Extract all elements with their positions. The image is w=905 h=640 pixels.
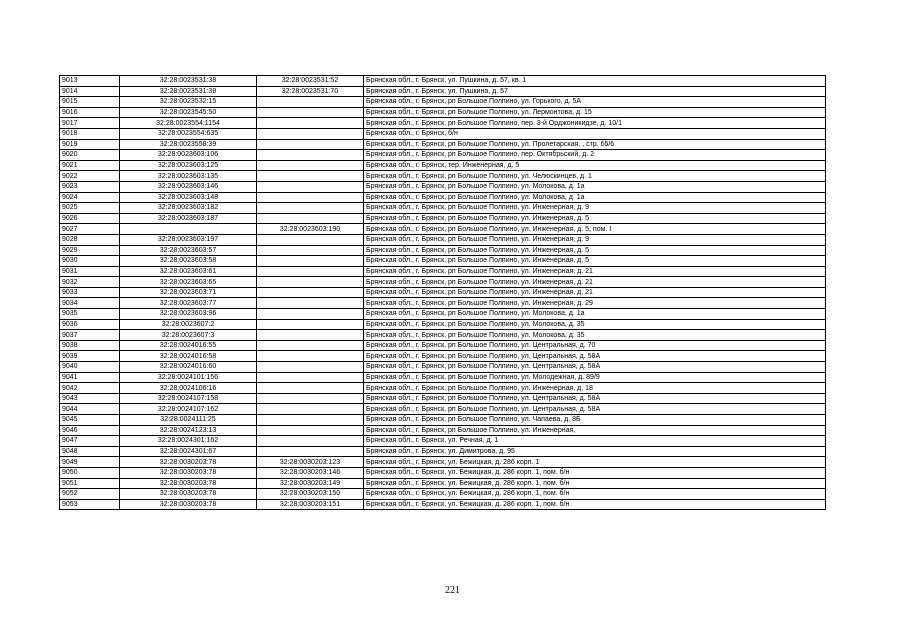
table-row xyxy=(60,86,826,97)
land-cadastral-number-cell: 32:28:0023532:15 xyxy=(120,97,257,108)
object-cadastral-number-cell xyxy=(257,160,364,171)
object-cadastral-number-cell xyxy=(257,139,364,150)
land-cadastral-number-cell: 32:28:0023603:148 xyxy=(120,192,257,203)
object-cadastral-number-cell xyxy=(257,436,364,447)
land-cadastral-number-cell: 32:28:0024106:16 xyxy=(120,383,257,394)
address-cell: Брянская обл., г. Брянск, рп Большое Полпино, пер. Октябрьский, д. 2 xyxy=(364,150,826,161)
record-number-cell: 9013 xyxy=(60,76,120,87)
object-cadastral-number-cell xyxy=(257,425,364,436)
address-cell: Брянская обл., г. Брянск, рп Большое Полпино, ул. Пролетарская, , стр. 65/6 xyxy=(364,139,826,150)
registry-table-body xyxy=(60,76,826,510)
table-row xyxy=(60,118,826,129)
record-number-cell: 9028 xyxy=(60,234,120,245)
address-cell: Брянская обл., г. Брянск, рп Большое Полпино, ул. Инженерная, д. 5 xyxy=(364,213,826,224)
address-cell: Брянская обл., г. Брянск, рп Большое Полпино, ул. Центральная, д. 58А xyxy=(364,362,826,373)
table-row xyxy=(60,446,826,457)
table-row xyxy=(60,330,826,341)
object-cadastral-number-cell xyxy=(257,372,364,383)
address-cell: Брянская обл., г. Брянск, рп Большое Полпино, ул. Инженерная, д. 9 xyxy=(364,203,826,214)
address-cell: Брянская обл., г. Брянск, рп Большое Полпино, ул. Центральная, д. 58А xyxy=(364,351,826,362)
record-number-cell: 9046 xyxy=(60,425,120,436)
table-row xyxy=(60,309,826,320)
address-cell: Брянская обл., г. Брянск, рп Большое Полпино, ул. Инженерная, д. 9 xyxy=(364,234,826,245)
table-row xyxy=(60,478,826,489)
land-cadastral-number-cell: 32:28:0024107:158 xyxy=(120,393,257,404)
address-cell: Брянская обл., г. Брянск, рп Большое Полпино, ул. Инженерная, д. 21 xyxy=(364,287,826,298)
record-number-cell: 9023 xyxy=(60,181,120,192)
object-cadastral-number-cell xyxy=(257,128,364,139)
object-cadastral-number-cell xyxy=(257,330,364,341)
record-number-cell: 9017 xyxy=(60,118,120,129)
table-row xyxy=(60,256,826,267)
land-cadastral-number-cell: 32:28:0024111:25 xyxy=(120,415,257,426)
table-row xyxy=(60,298,826,309)
record-number-cell: 9029 xyxy=(60,245,120,256)
address-cell: Брянская обл., г. Брянск, ул. Бежицкая, д. 286 корп. 1 xyxy=(364,457,826,468)
address-cell: Брянская обл., г. Брянск, рп Большое Полпино, ул. Инженерная, д. 5 xyxy=(364,245,826,256)
object-cadastral-number-cell xyxy=(257,213,364,224)
address-cell: Брянская обл., г. Брянск, рп Большое Полпино, ул. Центральная, д. 58А xyxy=(364,393,826,404)
land-cadastral-number-cell: 32:28:0023603:187 xyxy=(120,213,257,224)
object-cadastral-number-cell xyxy=(257,446,364,457)
record-number-cell: 9019 xyxy=(60,139,120,150)
address-cell: Брянская обл., г. Брянск, рп Большое Полпино, ул. Челюскинцев, д. 1 xyxy=(364,171,826,182)
address-cell: Брянская обл., г. Брянск, рп Большое Полпино, ул. Центральная, д. 58А xyxy=(364,404,826,415)
record-number-cell: 9039 xyxy=(60,351,120,362)
record-number-cell: 9044 xyxy=(60,404,120,415)
record-number-cell: 9032 xyxy=(60,277,120,288)
table-row xyxy=(60,192,826,203)
land-cadastral-number-cell: 32:28:0030203:78 xyxy=(120,478,257,489)
address-cell: Брянская обл., г. Брянск, ул. Бежицкая, д. 286 корп. 1, пом. б/н xyxy=(364,489,826,500)
record-number-cell: 9045 xyxy=(60,415,120,426)
object-cadastral-number-cell xyxy=(257,277,364,288)
table-row xyxy=(60,383,826,394)
address-cell: Брянская обл., г. Брянск, рп Большое Полпино, ул. Молокова, д. 1а xyxy=(364,192,826,203)
object-cadastral-number-cell xyxy=(257,266,364,277)
object-cadastral-number-cell: 32:28:0030203:123 xyxy=(257,457,364,468)
land-cadastral-number-cell: 32:28:0024123:13 xyxy=(120,425,257,436)
land-cadastral-number-cell: 32:28:0024016:55 xyxy=(120,340,257,351)
record-number-cell: 9034 xyxy=(60,298,120,309)
table-row xyxy=(60,277,826,288)
record-number-cell: 9038 xyxy=(60,340,120,351)
record-number-cell: 9033 xyxy=(60,287,120,298)
table-row xyxy=(60,234,826,245)
record-number-cell: 9014 xyxy=(60,86,120,97)
land-cadastral-number-cell: 32:28:0023558:39 xyxy=(120,139,257,150)
record-number-cell: 9053 xyxy=(60,499,120,510)
table-row xyxy=(60,415,826,426)
address-cell: Брянская обл., г. Брянск, ул. Бежицкая, д. 286 корп. 1, пом. б/н xyxy=(364,467,826,478)
land-cadastral-number-cell: 32:28:0023603:197 xyxy=(120,234,257,245)
record-number-cell: 9036 xyxy=(60,319,120,330)
table-row xyxy=(60,160,826,171)
object-cadastral-number-cell xyxy=(257,245,364,256)
record-number-cell: 9042 xyxy=(60,383,120,394)
object-cadastral-number-cell xyxy=(257,404,364,415)
record-number-cell: 9041 xyxy=(60,372,120,383)
address-cell: Брянская обл., г. Брянск, рп Большое Полпино, пер. 3-й Орджоникидзе, д. 10/1 xyxy=(364,118,826,129)
object-cadastral-number-cell xyxy=(257,192,364,203)
object-cadastral-number-cell xyxy=(257,415,364,426)
address-cell: Брянская обл., г. Брянск, ул. Бежицкая, д. 286 корп. 1, пом. б/н xyxy=(364,478,826,489)
land-cadastral-number-cell: 32:28:0023603:58 xyxy=(120,256,257,267)
object-cadastral-number-cell xyxy=(257,181,364,192)
table-row xyxy=(60,287,826,298)
land-cadastral-number-cell: 32:28:0030203:78 xyxy=(120,467,257,478)
object-cadastral-number-cell xyxy=(257,256,364,267)
table-row xyxy=(60,457,826,468)
table-row xyxy=(60,372,826,383)
table-row xyxy=(60,319,826,330)
object-cadastral-number-cell xyxy=(257,203,364,214)
address-cell: Брянская обл., г. Брянск, рп Большое Полпино, ул. Инженерная, д. 21 xyxy=(364,266,826,277)
address-cell: Брянская обл., г. Брянск, рп Большое Полпино, ул. Молокова, д. 1а xyxy=(364,309,826,320)
table-row xyxy=(60,150,826,161)
land-cadastral-number-cell: 32:28:0023531:38 xyxy=(120,86,257,97)
object-cadastral-number-cell: 32:28:0030203:151 xyxy=(257,499,364,510)
address-cell: Брянская обл., г. Брянск, рп Большое Полпино, ул. Инженерная, д. 5, пом. I xyxy=(364,224,826,235)
record-number-cell: 9015 xyxy=(60,97,120,108)
object-cadastral-number-cell xyxy=(257,309,364,320)
land-cadastral-number-cell: 32:28:0023603:135 xyxy=(120,171,257,182)
land-cadastral-number-cell: 32:28:0023531:38 xyxy=(120,76,257,87)
address-cell: Брянская обл., г. Брянск, рп Большое Полпино, ул. Молокова, д. 35 xyxy=(364,319,826,330)
address-cell: Брянская обл., г. Брянск, рп Большое Полпино, ул. Инженерная, д. 18 xyxy=(364,383,826,394)
address-cell: Брянская обл., г. Брянск, ул. Димитрова, д. 95 xyxy=(364,446,826,457)
table-row xyxy=(60,139,826,150)
land-cadastral-number-cell: 32:28:0024301:162 xyxy=(120,436,257,447)
record-number-cell: 9020 xyxy=(60,150,120,161)
page-number: 221 xyxy=(445,585,460,596)
table-row xyxy=(60,245,826,256)
object-cadastral-number-cell: 32:28:0030203:146 xyxy=(257,467,364,478)
record-number-cell: 9030 xyxy=(60,256,120,267)
object-cadastral-number-cell xyxy=(257,319,364,330)
table-row xyxy=(60,203,826,214)
address-cell: Брянская обл., г. Брянск, рп Большое Полпино, ул. Инженерная, д. 5 xyxy=(364,256,826,267)
record-number-cell: 9021 xyxy=(60,160,120,171)
land-cadastral-number-cell: 32:28:0024016:58 xyxy=(120,351,257,362)
table-row xyxy=(60,76,826,87)
address-cell: Брянская обл., г. Брянск, б/н xyxy=(364,128,826,139)
table-row xyxy=(60,499,826,510)
land-cadastral-number-cell: 32:28:0023607:2 xyxy=(120,319,257,330)
land-cadastral-number-cell: 32:28:0023603:182 xyxy=(120,203,257,214)
object-cadastral-number-cell xyxy=(257,234,364,245)
table-row xyxy=(60,489,826,500)
object-cadastral-number-cell xyxy=(257,107,364,118)
land-cadastral-number-cell: 32:28:0023545:50 xyxy=(120,107,257,118)
object-cadastral-number-cell xyxy=(257,287,364,298)
table-row xyxy=(60,224,826,235)
object-cadastral-number-cell: 32:28:0023531:70 xyxy=(257,86,364,97)
address-cell: Брянская обл., г. Брянск, рп Большое Полпино, ул. Молодежная, д. 89/9 xyxy=(364,372,826,383)
land-cadastral-number-cell: 32:28:0023603:71 xyxy=(120,287,257,298)
land-cadastral-number-cell: 32:28:0024016:60 xyxy=(120,362,257,373)
land-cadastral-number-cell: 32:28:0023603:106 xyxy=(120,150,257,161)
table-row xyxy=(60,181,826,192)
object-cadastral-number-cell xyxy=(257,362,364,373)
address-cell: Брянская обл., г. Брянск, рп Большое Полпино, ул. Горького, д. 5А xyxy=(364,97,826,108)
record-number-cell: 9035 xyxy=(60,309,120,320)
land-cadastral-number-cell: 32:28:0024101:156 xyxy=(120,372,257,383)
record-number-cell: 9048 xyxy=(60,446,120,457)
record-number-cell: 9052 xyxy=(60,489,120,500)
object-cadastral-number-cell: 32:28:0023531:52 xyxy=(257,76,364,87)
record-number-cell: 9016 xyxy=(60,107,120,118)
land-cadastral-number-cell: 32:28:0030203:78 xyxy=(120,489,257,500)
object-cadastral-number-cell xyxy=(257,383,364,394)
land-cadastral-number-cell: 32:28:0030203:78 xyxy=(120,457,257,468)
table-row xyxy=(60,340,826,351)
object-cadastral-number-cell xyxy=(257,351,364,362)
table-row xyxy=(60,393,826,404)
land-cadastral-number-cell: 32:28:0023603:57 xyxy=(120,245,257,256)
land-cadastral-number-cell: 32:28:0023607:3 xyxy=(120,330,257,341)
address-cell: Брянская обл., г. Брянск, рп Большое Полпино, ул. Инженерная, д. 29 xyxy=(364,298,826,309)
object-cadastral-number-cell xyxy=(257,97,364,108)
address-cell: Брянская обл., г. Брянск, рп Большое Полпино, ул. Лермонтова, д. 15 xyxy=(364,107,826,118)
address-cell: Брянская обл., г. Брянск, рп Большое Полпино, ул. Молокова, д. 1а xyxy=(364,181,826,192)
record-number-cell: 9049 xyxy=(60,457,120,468)
table-row xyxy=(60,266,826,277)
record-number-cell: 9040 xyxy=(60,362,120,373)
table-row xyxy=(60,351,826,362)
address-cell: Брянская обл., г. Брянск, рп Большое Полпино, ул. Молокова, д. 35 xyxy=(364,330,826,341)
land-cadastral-number-cell: 32:28:0024301:67 xyxy=(120,446,257,457)
land-cadastral-number-cell: 32:28:0030203:78 xyxy=(120,499,257,510)
land-cadastral-number-cell xyxy=(120,224,257,235)
table-row xyxy=(60,436,826,447)
address-cell: Брянская обл., г. Брянск, ул. Бежицкая, д. 286 корп. 1, пом. б/н xyxy=(364,499,826,510)
record-number-cell: 9027 xyxy=(60,224,120,235)
address-cell: Брянская обл., г. Брянск, рп Большое Полпино, ул. Инженерная, д. 21 xyxy=(364,277,826,288)
object-cadastral-number-cell xyxy=(257,171,364,182)
table-row xyxy=(60,362,826,373)
table-row xyxy=(60,171,826,182)
table-row xyxy=(60,213,826,224)
table-row xyxy=(60,467,826,478)
record-number-cell: 9037 xyxy=(60,330,120,341)
record-number-cell: 9026 xyxy=(60,213,120,224)
object-cadastral-number-cell: 32:28:0030203:150 xyxy=(257,489,364,500)
record-number-cell: 9043 xyxy=(60,393,120,404)
record-number-cell: 9018 xyxy=(60,128,120,139)
address-cell: Брянская обл., г. Брянск, ул. Речная, д. 1 xyxy=(364,436,826,447)
address-cell: Брянская обл., г. Брянск, рп Большое Полпино, ул. Чапаева, д. 8Б xyxy=(364,415,826,426)
land-cadastral-number-cell: 32:28:0023603:146 xyxy=(120,181,257,192)
land-cadastral-number-cell: 32:28:0023603:96 xyxy=(120,309,257,320)
table-row xyxy=(60,97,826,108)
table-row xyxy=(60,404,826,415)
object-cadastral-number-cell: 32:28:0023603:190 xyxy=(257,224,364,235)
record-number-cell: 9024 xyxy=(60,192,120,203)
registry-table xyxy=(59,75,826,510)
address-cell: Брянская обл., г. Брянск, ул. Пушкина, д. 57, кв. 1 xyxy=(364,76,826,87)
object-cadastral-number-cell xyxy=(257,393,364,404)
land-cadastral-number-cell: 32:28:0023603:125 xyxy=(120,160,257,171)
address-cell: Брянская обл., г. Брянск, ул. Пушкина, д. 57 xyxy=(364,86,826,97)
table-row xyxy=(60,107,826,118)
record-number-cell: 9047 xyxy=(60,436,120,447)
record-number-cell: 9025 xyxy=(60,203,120,214)
land-cadastral-number-cell: 32:28:0023603:77 xyxy=(120,298,257,309)
address-cell: Брянская обл., г. Брянск, рп Большое Полпино, ул. Центральная, д. 70 xyxy=(364,340,826,351)
land-cadastral-number-cell: 32:28:0024107:162 xyxy=(120,404,257,415)
record-number-cell: 9050 xyxy=(60,467,120,478)
object-cadastral-number-cell xyxy=(257,118,364,129)
table-row xyxy=(60,128,826,139)
address-cell: Брянская обл., г. Брянск, тер. Инженерная, д. 5 xyxy=(364,160,826,171)
address-cell: Брянская обл., г. Брянск, рп Большое Полпино, ул. Инженерная, xyxy=(364,425,826,436)
land-cadastral-number-cell: 32:28:0023603:61 xyxy=(120,266,257,277)
record-number-cell: 9022 xyxy=(60,171,120,182)
object-cadastral-number-cell xyxy=(257,340,364,351)
land-cadastral-number-cell: 32:28:0023554:1154 xyxy=(120,118,257,129)
object-cadastral-number-cell: 32:28:0030203:149 xyxy=(257,478,364,489)
record-number-cell: 9051 xyxy=(60,478,120,489)
object-cadastral-number-cell xyxy=(257,298,364,309)
table-row xyxy=(60,425,826,436)
land-cadastral-number-cell: 32:28:0023603:65 xyxy=(120,277,257,288)
object-cadastral-number-cell xyxy=(257,150,364,161)
record-number-cell: 9031 xyxy=(60,266,120,277)
land-cadastral-number-cell: 32:28:0023554:635 xyxy=(120,128,257,139)
